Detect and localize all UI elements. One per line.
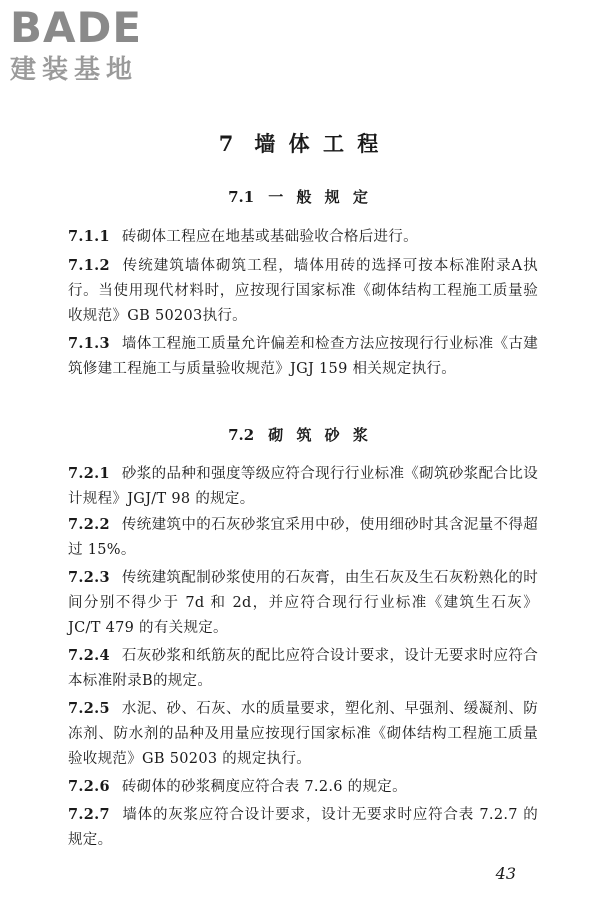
section-number: 7.1 <box>228 188 255 206</box>
clause <box>68 224 538 250</box>
chapter-number: 7 <box>218 131 237 156</box>
clause-number: 7.2.6 <box>68 778 110 795</box>
clause <box>68 565 538 641</box>
clause-number: 7.1.1 <box>68 228 110 245</box>
chapter-heading <box>0 128 600 158</box>
clause-number: 7.2.3 <box>68 569 110 586</box>
clause <box>68 696 538 772</box>
clause-text: 水泥、砂、石灰、水的质量要求，塑化剂、早强剂、缓凝剂、防冻剂、防水剂的品种及用量应按现行国家标准《砌体结构工程施工质量验收规范》GB 50203 的规定执行。 <box>68 701 538 767</box>
logo-mark: BADE <box>10 3 143 52</box>
clause <box>68 643 538 694</box>
logo <box>10 4 180 86</box>
clause-number: 7.2.1 <box>68 465 110 482</box>
clause-text: 石灰砂浆和纸筋灰的配比应符合设计要求，设计无要求时应符合本标准附录B的规定。 <box>68 648 538 689</box>
section-title: 一 般 规 定 <box>268 188 372 206</box>
clause-text: 砂浆的品种和强度等级应符合现行行业标准《砌筑砂浆配合比设计规程》JGJ/T 98 的规定。 <box>68 466 538 507</box>
clause-text: 传统建筑墙体砌筑工程，墙体用砖的选择可按本标准附录A执行。当使用现代材料时，应按现行国家标准《砌体结构工程施工质量验收规范》GB 50203执行。 <box>68 258 538 324</box>
clause-text: 砖砌体工程应在地基或基础验收合格后进行。 <box>121 229 418 245</box>
clause-text: 墙体的灰浆应符合设计要求，设计无要求时应符合表 7.2.7 的规定。 <box>68 807 538 848</box>
clause-number: 7.2.2 <box>68 516 110 533</box>
clause-number: 7.2.7 <box>68 806 110 823</box>
clause <box>68 331 538 382</box>
section-heading <box>0 424 600 445</box>
section-number: 7.2 <box>228 426 255 444</box>
page-number: 43 <box>495 864 516 883</box>
clause-text: 传统建筑配制砂浆使用的石灰膏，由生石灰及生石灰粉熟化的时间分别不得少于 7d 和 2d，并应符合现行行业标准《建筑生石灰》JC/T 479 的有关规定。 <box>68 570 538 636</box>
clause <box>68 802 538 853</box>
section-heading <box>0 186 600 207</box>
clause-text: 传统建筑中的石灰砂浆宜采用中砂，使用细砂时其含泥量不得超过 15%。 <box>68 517 538 558</box>
clause-number: 7.2.5 <box>68 700 110 717</box>
clause-number: 7.1.2 <box>68 257 110 274</box>
logo-subtitle: 建装基地 <box>10 55 139 85</box>
clause-number: 7.2.4 <box>68 647 110 664</box>
clause-number: 7.1.3 <box>68 335 110 352</box>
section-title: 砌 筑 砂 浆 <box>268 426 372 444</box>
clause <box>68 774 538 800</box>
clause <box>68 253 538 329</box>
clause <box>68 512 538 563</box>
clause-text: 墙体工程施工质量允许偏差和检查方法应按现行行业标准《古建筑修建工程施工与质量验收规范》JGJ 159 相关规定执行。 <box>68 336 538 377</box>
clause <box>68 461 538 512</box>
chapter-title: 墙 体 工 程 <box>254 131 382 156</box>
clause-text: 砖砌体的砂浆稠度应符合表 7.2.6 的规定。 <box>121 779 407 795</box>
